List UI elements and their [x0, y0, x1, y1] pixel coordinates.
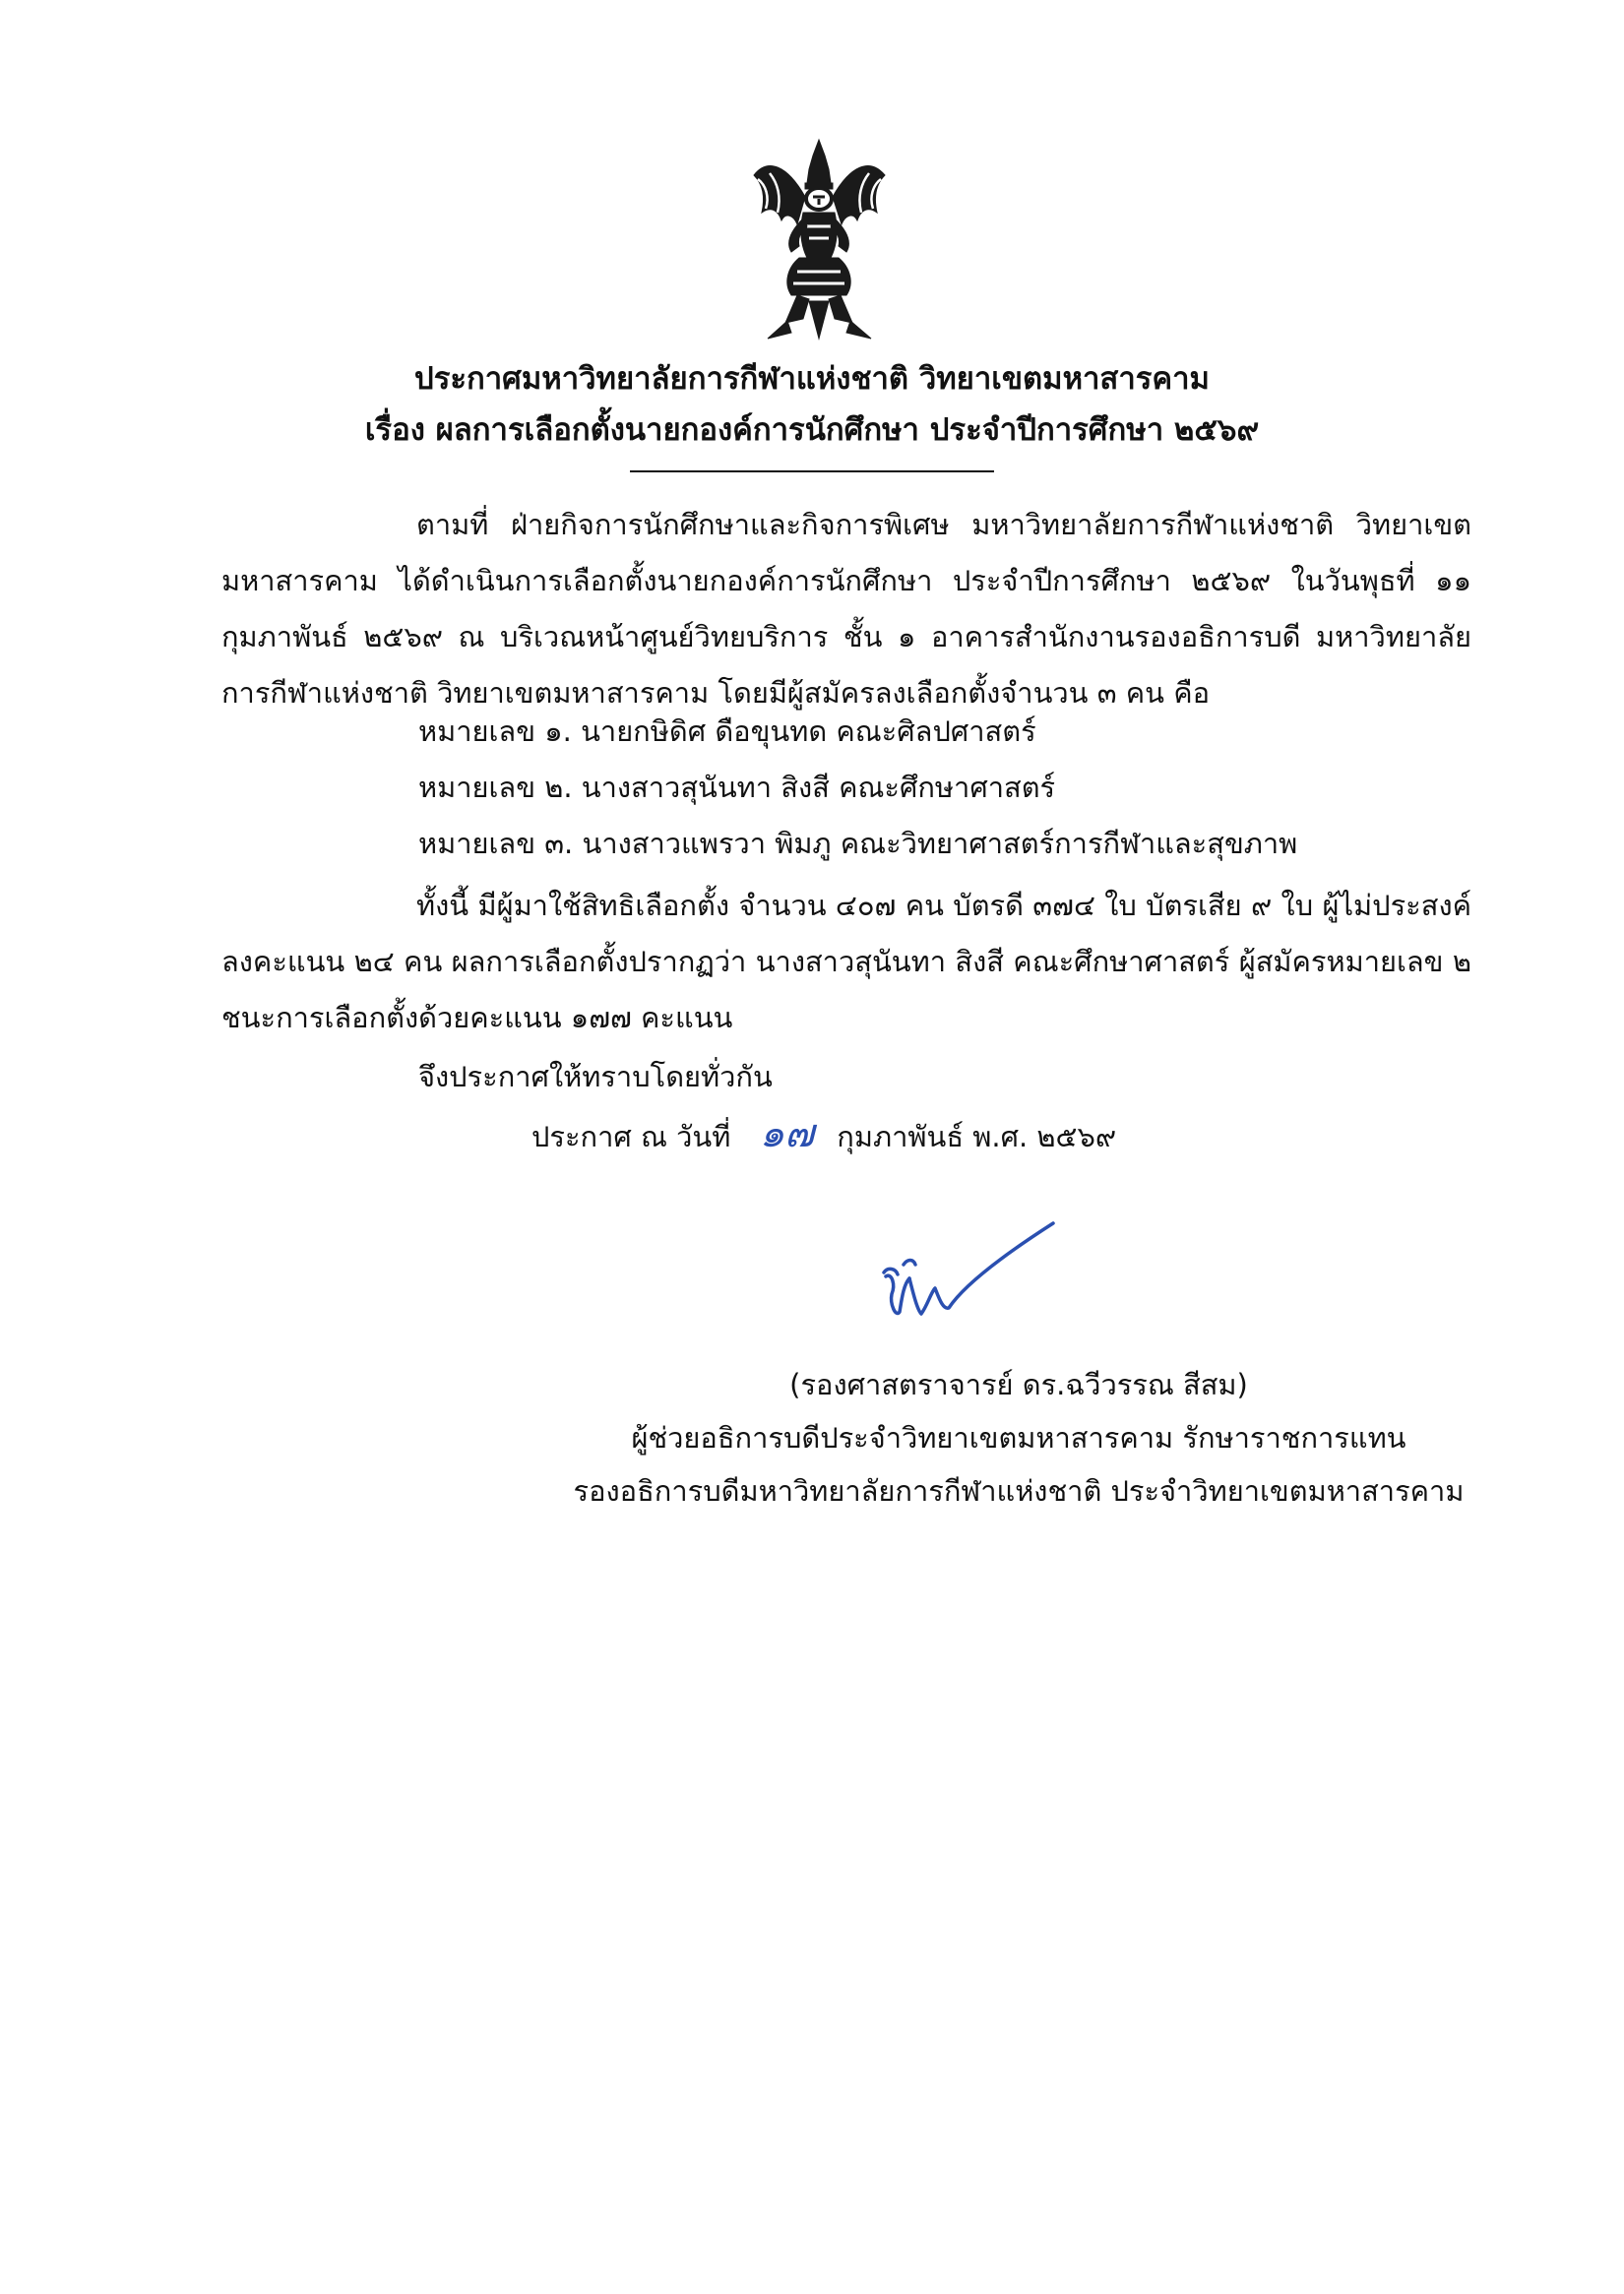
intro-line: กุมภาพันธ์ ๒๕๖๙ ณ บริเวณหน้าศูนย์วิทยบริการ ชั้น ๑ อาคารสำนักงานรองอธิการบดี มหาวิทยาลัย	[221, 620, 1471, 653]
date-suffix: กุมภาพันธ์ พ.ศ. ๒๕๖๙	[837, 1120, 1117, 1153]
date-prefix: ประกาศ ณ วันที่	[531, 1120, 731, 1153]
garuda-emblem-icon	[748, 136, 891, 342]
result-line: ทั้งนี้ มีผู้มาใช้สิทธิเลือกตั้ง จำนวน ๔๐๗ คน บัตรดี ๓๗๔ ใบ บัตรเสีย ๙ ใบ ผู้ไม่ประสงค์	[416, 889, 1471, 922]
announcement-date	[531, 1106, 1116, 1164]
signatory-position-2: รองอธิการบดีมหาวิทยาลัยการกีฬาแห่งชาติ ประจำวิทยาเขตมหาสารคาม	[573, 1474, 1465, 1508]
announcement-subject: เรื่อง ผลการเลือกตั้งนายกองค์การนักศึกษา ประจำปีการศึกษา ๒๕๖๙	[364, 412, 1260, 448]
date-day-handwritten: ๑๗	[759, 1111, 815, 1156]
candidate-item-2: หมายเลข ๒. นางสาวสุนันทา สิงสี คณะศึกษาศาสตร์	[418, 771, 1056, 804]
announcement-title: ประกาศมหาวิทยาลัยการกีฬาแห่งชาติ วิทยาเขตมหาสารคาม	[414, 361, 1210, 397]
result-line: ลงคะแนน ๒๔ คน ผลการเลือกตั้งปรากฏว่า นางสาวสุนันทา สิงสี คณะศึกษาศาสตร์ ผู้สมัครหมายเลข ๒	[221, 945, 1471, 978]
result-paragraph	[221, 878, 1471, 1046]
heading-divider	[630, 470, 994, 472]
closing-statement: จึงประกาศให้ทราบโดยทั่วกัน	[418, 1060, 773, 1093]
candidate-item-3: หมายเลข ๓. นางสาวแพรวา พิมภู คณะวิทยาศาสตร์การกีฬาและสุขภาพ	[418, 827, 1298, 860]
candidate-item-1: หมายเลข ๑. นายกษิดิศ ดือขุนทด คณะศิลปศาสตร์	[418, 714, 1036, 748]
signatory-name: (รองศาสตราจารย์ ดร.ฉวีวรรณ สีสม)	[789, 1368, 1248, 1401]
intro-line: ตามที่ ฝ่ายกิจการนักศึกษาและกิจการพิเศษ มหาวิทยาลัยการกีฬาแห่งชาติ วิทยาเขต	[416, 508, 1471, 541]
intro-line: มหาสารคาม ได้ดำเนินการเลือกตั้งนายกองค์การนักศึกษา ประจำปีการศึกษา ๒๕๖๙ ในวันพุธที่ ๑๑	[221, 564, 1471, 597]
intro-line: การกีฬาแห่งชาติ วิทยาเขตมหาสารคาม โดยมีผู้สมัครลงเลือกตั้งจำนวน ๓ คน คือ	[221, 676, 1211, 710]
signatory-position-1: ผู้ช่วยอธิการบดีประจำวิทยาเขตมหาสารคาม รักษาราชการแทน	[631, 1421, 1406, 1455]
result-line: ชนะการเลือกตั้งด้วยคะแนน ๑๗๗ คะแนน	[221, 1001, 733, 1034]
handwritten-signature-icon	[866, 1215, 1083, 1353]
intro-paragraph	[221, 497, 1471, 721]
